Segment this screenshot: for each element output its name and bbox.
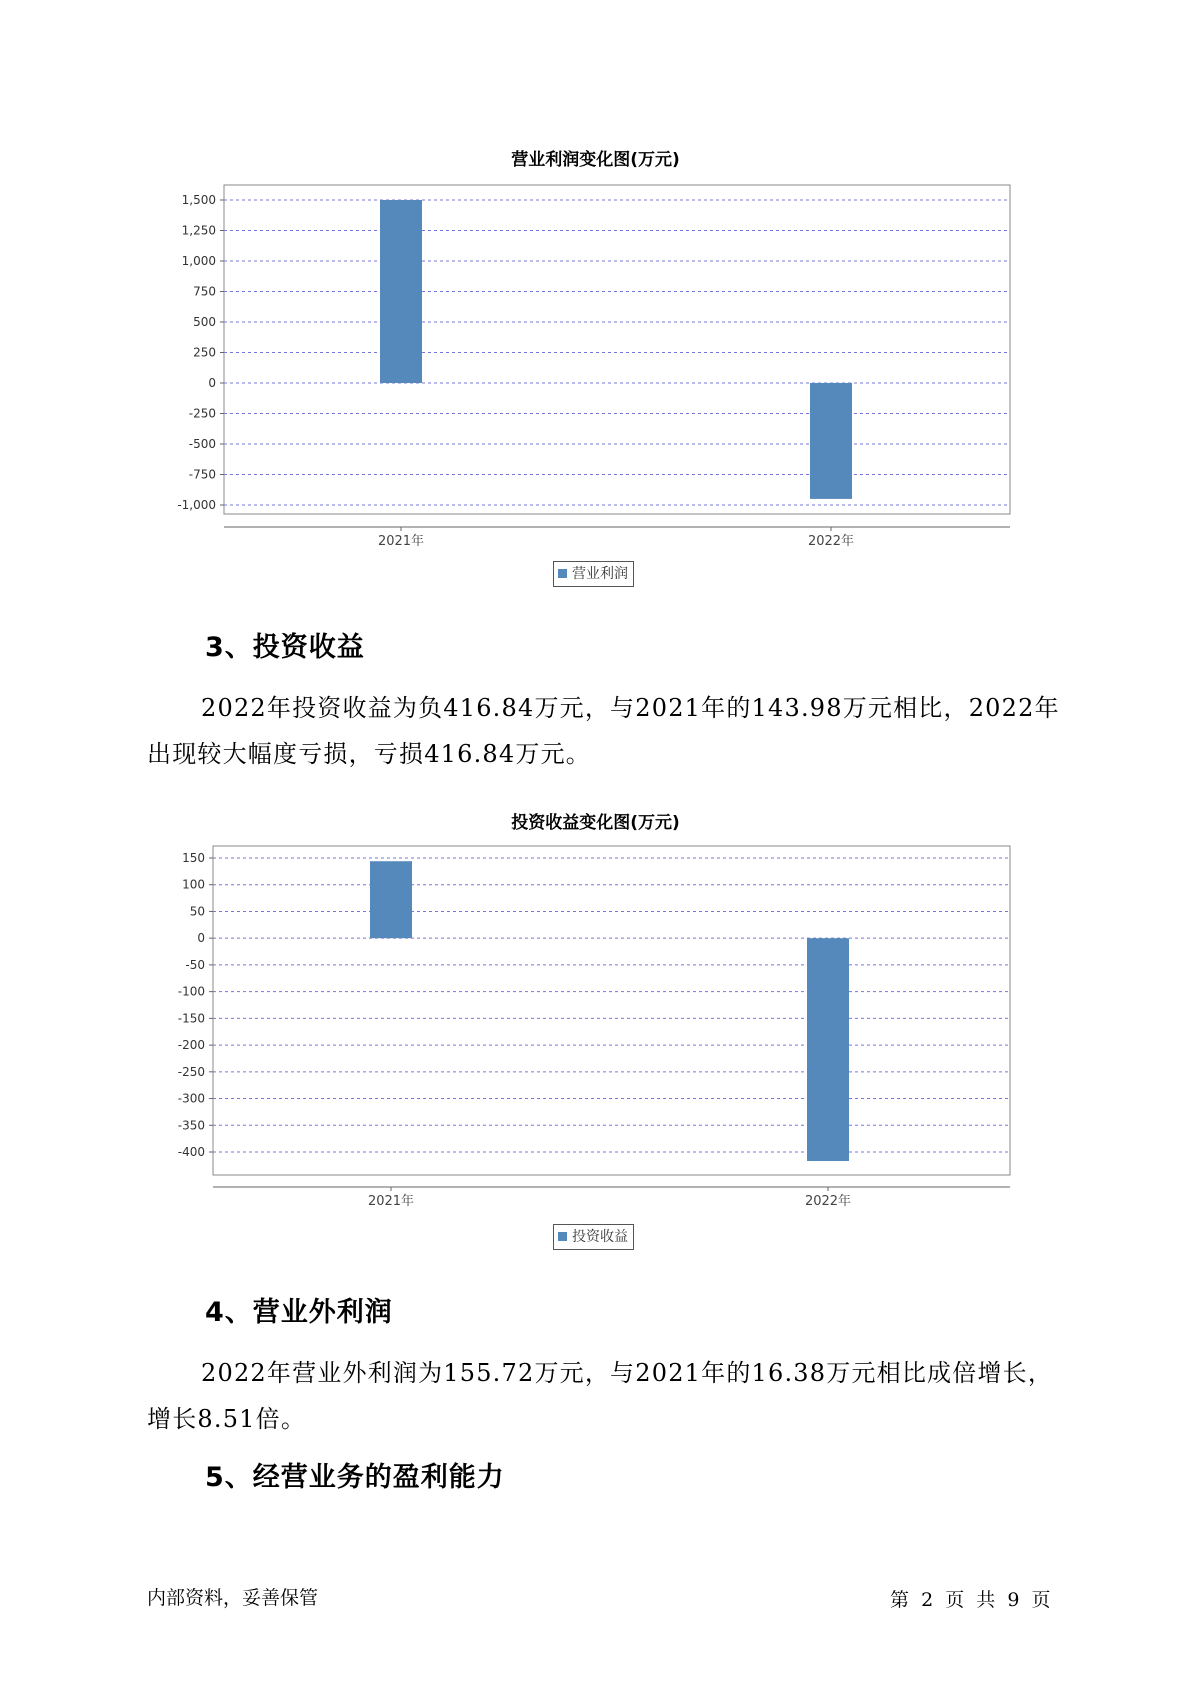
y-tick-label: 1,000 [181,254,216,268]
page-total: 9 [1007,1589,1020,1611]
page-suffix: 页 [1031,1589,1051,1611]
y-tick-label: -1,000 [177,498,216,512]
page-prefix: 第 [890,1589,910,1611]
y-tick-label: -100 [177,984,205,999]
section-3-paragraph: 2022年投资收益为负416.84万元，与2021年的143.98万元相比，2022年出现较大幅度亏损，亏损416.84万元。 [147,694,1060,768]
bar-2022年 [810,383,852,499]
chart1-legend [553,561,634,587]
y-tick-label: -50 [185,957,205,972]
footer-confidential: 内部资料，妥善保管 [147,1587,319,1609]
operating-profit-chart [0,0,1191,560]
x-tick-label: 2022年 [804,1194,852,1209]
y-tick-label: -200 [177,1038,205,1053]
y-tick-label: -500 [188,437,216,451]
chart1-legend-label: 营业利润 [572,566,628,582]
y-tick-label: -400 [177,1145,205,1159]
y-tick-label: -250 [188,406,216,421]
section-5-heading: 5、经营业务的盈利能力 [205,1462,505,1493]
y-tick-label: 100 [182,877,205,892]
chart2-legend [553,1224,634,1250]
y-tick-label: 150 [182,851,205,865]
y-tick-label: -300 [177,1091,205,1106]
y-tick-label: 0 [197,931,205,946]
chart2-title: 投资收益变化图(万元) [511,813,680,833]
y-tick-label: -250 [177,1064,205,1079]
section-4-heading: 4、营业外利润 [205,1297,393,1328]
x-tick-label: 2022年 [807,534,855,549]
page-current: 2 [921,1589,934,1611]
legend-swatch [558,569,567,578]
plot-frame [224,185,1010,514]
y-tick-label: 250 [193,345,216,360]
footer-page-number [890,1585,1051,1612]
y-tick-label: 1,250 [181,223,216,238]
chart1-title: 营业利润变化图(万元) [511,150,680,170]
chart2-legend-label: 投资收益 [572,1229,628,1245]
page-mid: 页 共 [945,1589,996,1611]
x-tick-label: 2021年 [377,534,425,549]
investment-income-chart [0,650,1191,1210]
y-tick-label: 50 [189,904,205,919]
x-tick-label: 2021年 [367,1194,415,1209]
legend-swatch [558,1232,567,1241]
y-tick-label: -150 [177,1011,205,1026]
y-tick-label: 500 [193,315,216,329]
bar-2021年 [380,200,422,383]
y-tick-label: 1,500 [181,193,216,207]
bar-2021年 [370,861,412,938]
section-4-paragraph: 2022年营业外利润为155.72万元，与2021年的16.38万元相比成倍增长，增长8.51倍。 [147,1359,1054,1433]
y-tick-label: -750 [188,467,216,482]
y-tick-label: 0 [208,376,216,390]
y-tick-label: -350 [177,1118,205,1133]
bar-2022年 [807,938,849,1161]
section-3-heading: 3、投资收益 [205,632,365,663]
y-tick-label: 750 [193,284,216,299]
